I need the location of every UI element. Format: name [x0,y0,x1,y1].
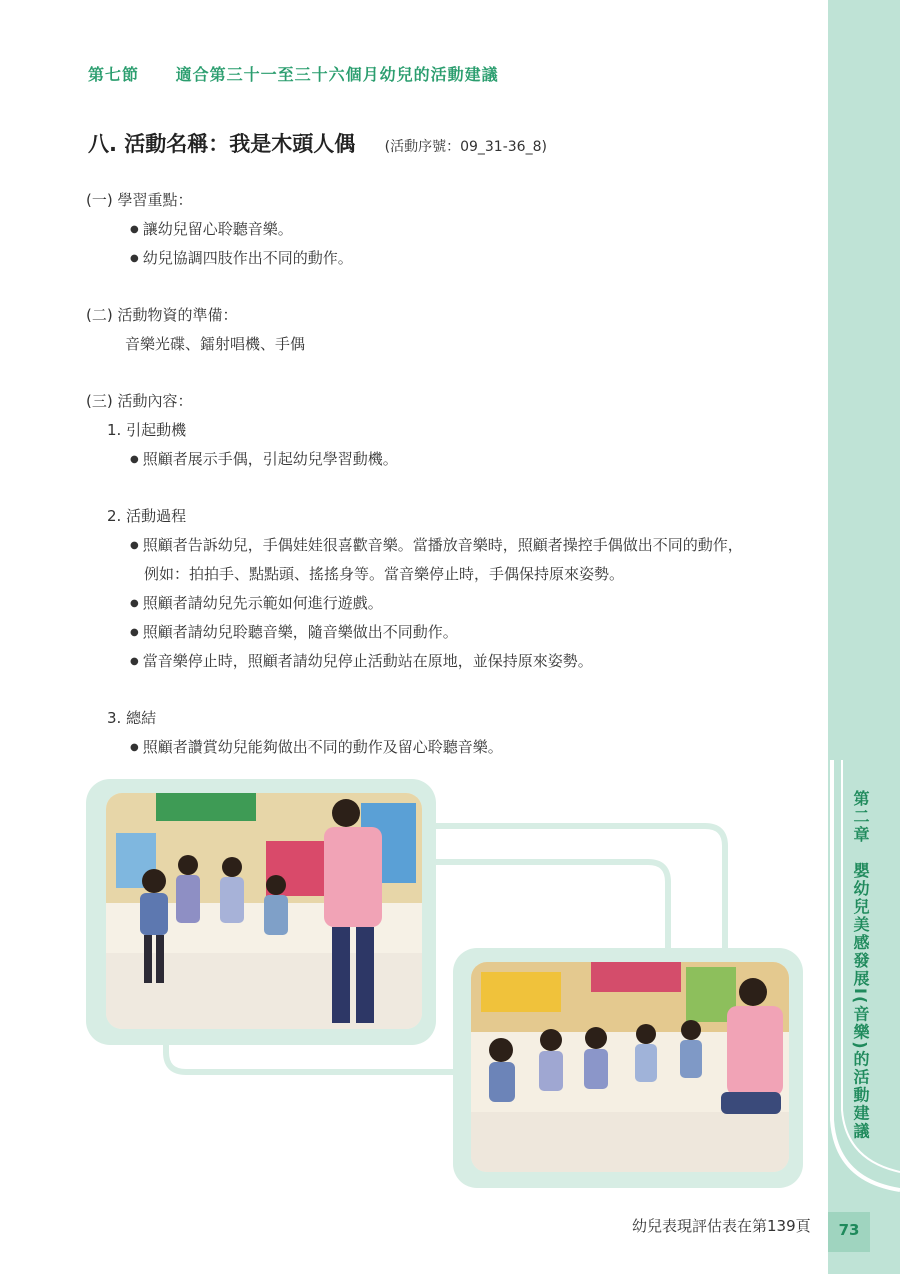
part2-heading: (二) 活動物資的準備： [86,306,238,324]
section-number: 第七節 [88,65,140,84]
part1-bullet: ● 幼兒協調四肢作出不同的動作。 [130,248,353,271]
classroom-photo-standing [106,793,422,1029]
chapter-title-vertical: 第二章 嬰幼兒美感發展I(音樂)的活動建議 [851,790,870,1141]
evaluation-reference: 幼兒表現評估表在第139頁 [632,1217,811,1235]
activity-title-row [88,128,547,158]
part1-bullet: ● 讓幼兒留心聆聽音樂。 [130,219,293,242]
part3-heading: (三) 活動內容： [86,392,193,410]
part1-heading: (一) 學習重點： [86,191,193,209]
step2-bullet: ● 照顧者請幼兒先示範如何進行遊戲。 [130,593,383,616]
step3-bullet: ● 照顧者讚賞幼兒能夠做出不同的動作及留心聆聽音樂。 [130,737,503,760]
step1-bullet: ● 照顧者展示手偶，引起幼兒學習動機。 [130,449,398,472]
step3-heading: 3. 總結 [107,709,157,727]
section-header [88,62,499,85]
activity-title: 八. 活動名稱：我是木頭人偶 [88,132,356,156]
classroom-photo-seated [471,962,789,1172]
part2-items: 音樂光碟、鐳射唱機、手偶 [125,335,306,353]
step2-heading: 2. 活動過程 [107,507,187,525]
step2-bullet: ● 照顧者請幼兒聆聽音樂，隨音樂做出不同動作。 [130,622,458,645]
activity-serial: (活動序號：09_31-36_8) [384,139,547,155]
step2-bullet-continuation: 例如：拍拍手、點點頭、搖搖身等。當音樂停止時，手偶保持原來姿勢。 [144,565,625,583]
step1-heading: 1. 引起動機 [107,421,187,439]
page-number: 73 [838,1221,860,1239]
section-title: 適合第三十一至三十六個月幼兒的活動建議 [175,65,499,84]
step2-bullet: ● 照顧者告訴幼兒，手偶娃娃很喜歡音樂。當播放音樂時，照顧者操控手偶做出不同的動作， [130,535,743,558]
step2-bullet: ● 當音樂停止時，照顧者請幼兒停止活動站在原地，並保持原來姿勢。 [130,651,593,674]
